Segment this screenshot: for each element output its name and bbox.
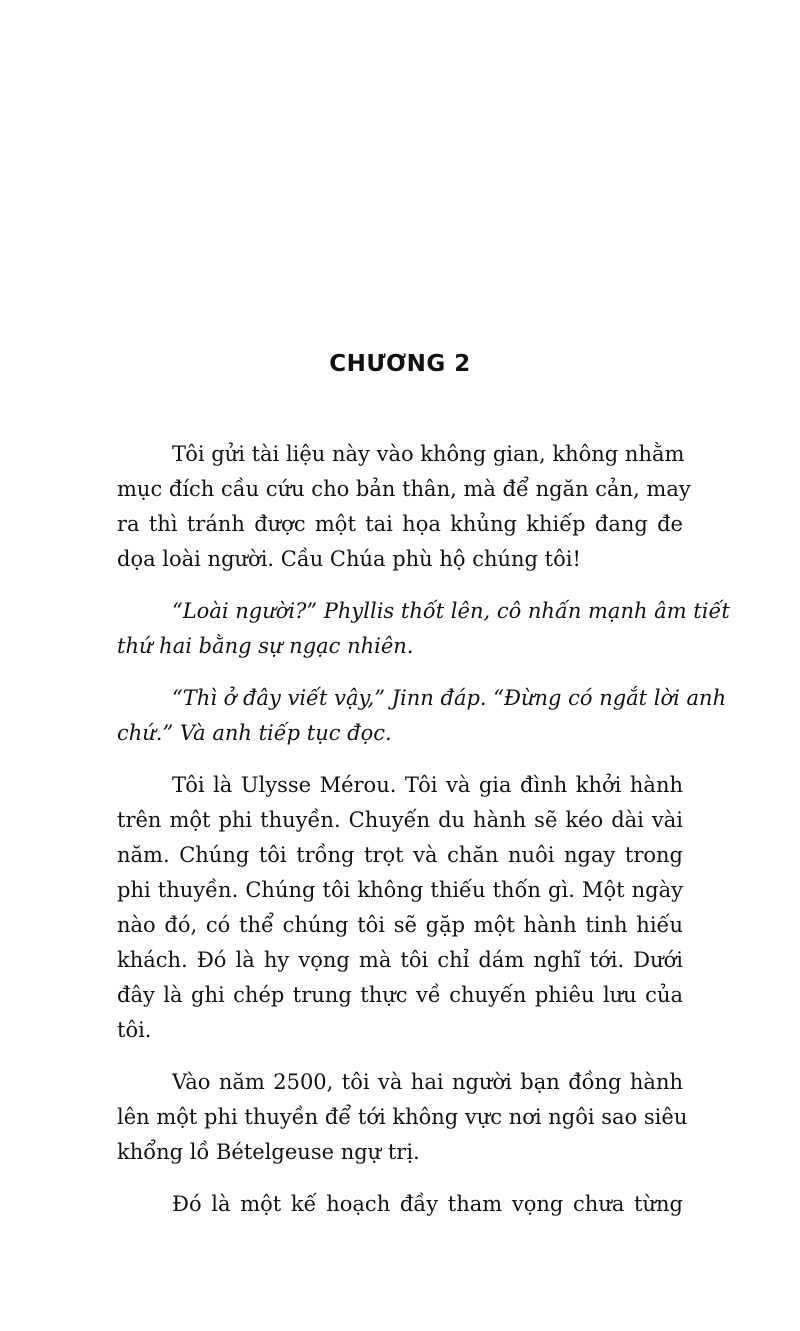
- text-line: nào đó, có thể chúng tôi sẽ gặp một hành tinh hiếu: [117, 913, 683, 937]
- paragraph: [117, 1187, 683, 1222]
- text-line: năm. Chúng tôi trồng trọt và chăn nuôi ngay trong: [117, 843, 683, 867]
- text-line: thứ hai bằng sự ngạc nhiên.: [117, 634, 414, 658]
- text-line: khách. Đó là hy vọng mà tôi chỉ dám nghĩ tới. Dưới: [117, 948, 683, 972]
- text-line: Tôi gửi tài liệu này vào không gian, không nhằm: [172, 442, 685, 466]
- text-line: khổng lồ Bételgeuse ngự trị.: [117, 1140, 420, 1164]
- text-line: đây là ghi chép trung thực về chuyến phiêu lưu của: [117, 983, 683, 1007]
- paragraph: [117, 437, 691, 577]
- paragraph: [117, 681, 727, 751]
- paragraph: [117, 768, 683, 1048]
- text-line: “Loài người?” Phyllis thốt lên, cô nhấn mạnh âm tiết: [172, 599, 730, 623]
- chapter-body: [117, 437, 730, 1239]
- text-line: Vào năm 2500, tôi và hai người bạn đồng hành: [172, 1070, 683, 1094]
- chapter-title: CHƯƠNG 2: [329, 351, 471, 378]
- text-line: ra thì tránh được một tai họa khủng khiếp đang đe: [117, 512, 683, 536]
- text-line: Đó là một kế hoạch đầy tham vọng chưa từng: [172, 1192, 683, 1216]
- text-line: mục đích cầu cứu cho bản thân, mà để ngăn cản, may: [117, 477, 691, 501]
- text-line: Tôi là Ulysse Mérou. Tôi và gia đình khởi hành: [172, 773, 683, 797]
- text-line: trên một phi thuyền. Chuyến du hành sẽ kéo dài vài: [117, 808, 683, 832]
- paragraph: [117, 594, 730, 664]
- text-line: tôi.: [117, 1018, 152, 1042]
- text-line: phi thuyền. Chúng tôi không thiếu thốn gì. Một ngày: [117, 878, 683, 902]
- paragraph: [117, 1065, 688, 1170]
- text-line: chứ.” Và anh tiếp tục đọc.: [117, 721, 392, 745]
- text-line: lên một phi thuyền để tới không vực nơi ngôi sao siêu: [117, 1105, 688, 1129]
- text-line: dọa loài người. Cầu Chúa phù hộ chúng tôi!: [117, 547, 581, 571]
- text-line: “Thì ở đây viết vậy,” Jinn đáp. “Đừng có ngắt lời anh: [172, 686, 727, 710]
